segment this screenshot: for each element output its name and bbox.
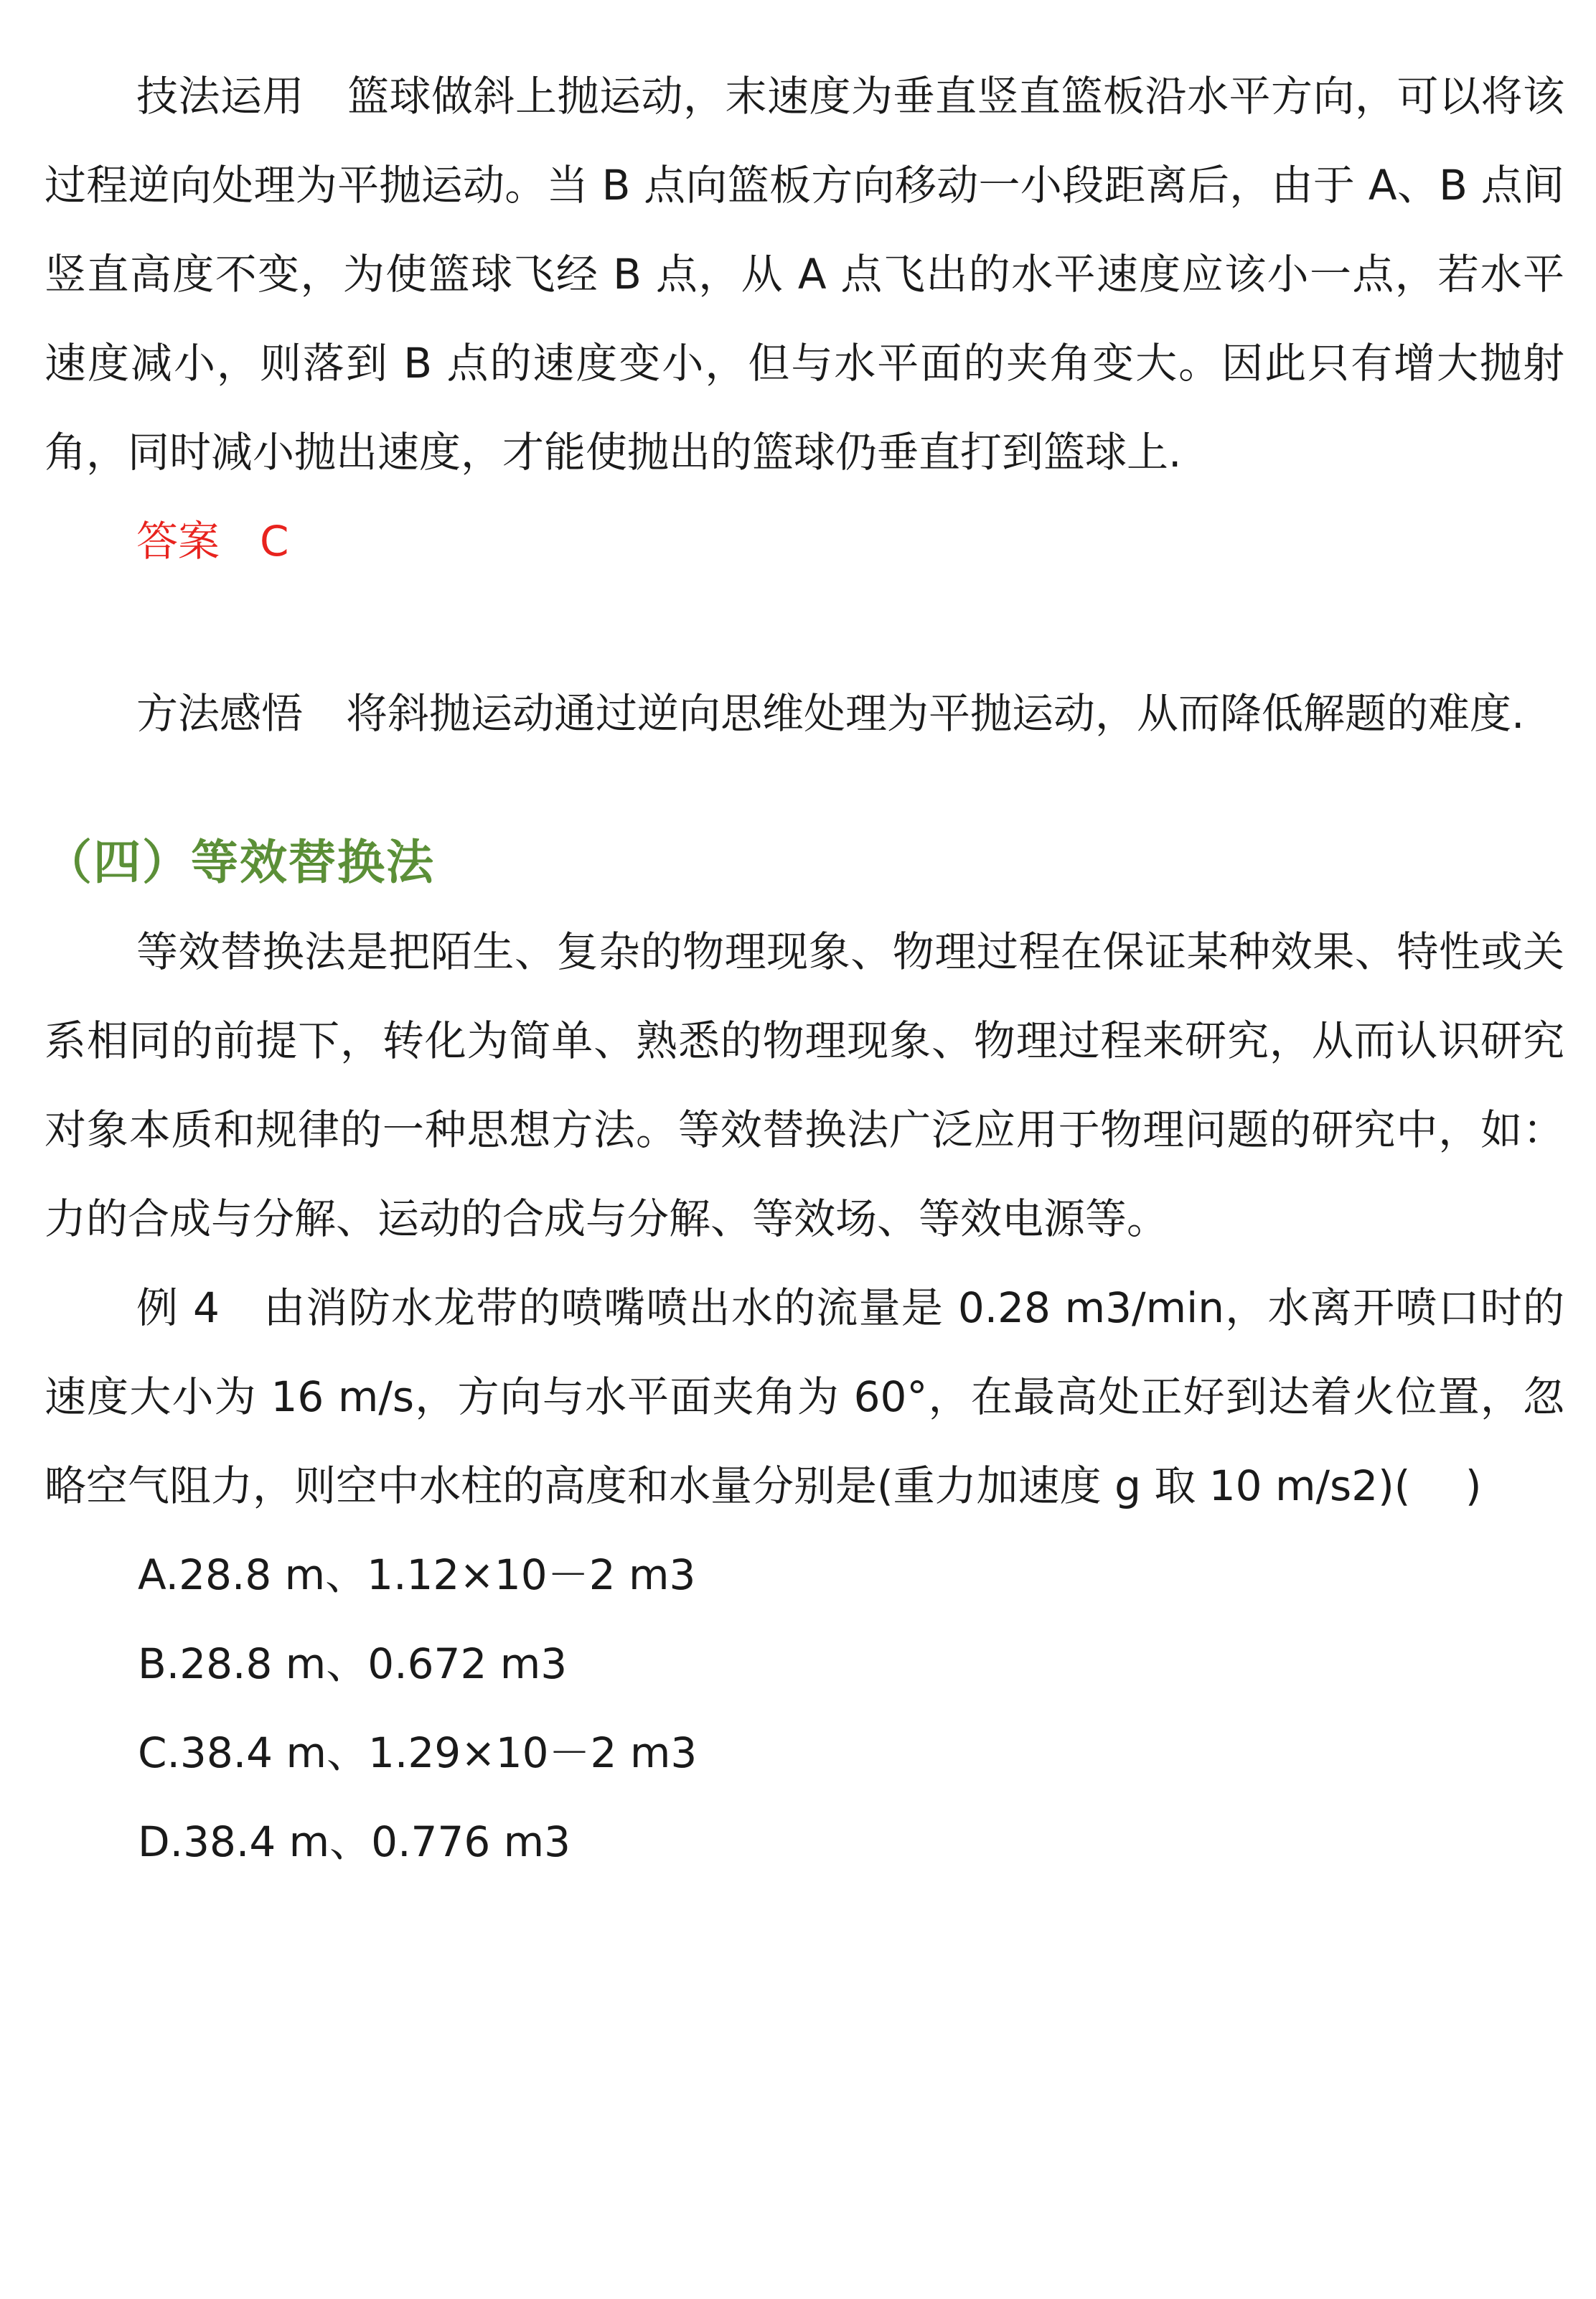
answer-line: [136, 497, 1564, 586]
technique-text: 篮球做斜上抛运动，末速度为垂直竖直篮板沿水平方向，可以将该过程逆向处理为平抛运动。当 B 点向篮板方向移动一小段距离后，由于 A、B 点间竖直高度不变，为使篮球飞经 B 点，从 A 点飞出的水平速度应该小一点，若水平速度减小，则落到 B 点的速度变小，但与水平面的夹角变大。因此只有增大抛射角，同时减小抛出速度，才能使抛出的篮球仍垂直打到篮球上.: [44, 72, 1564, 477]
section-intro-paragraph: 等效替换法是把陌生、复杂的物理现象、物理过程在保证某种效果、特性或关系相同的前提下，转化为简单、熟悉的物理现象、物理过程来研究，从而认识研究对象本质和规律的一种思想方法。等效替换法广泛应用于物理问题的研究中，如：力的合成与分解、运动的合成与分解、等效场、等效电源等。: [44, 927, 1564, 1243]
spacer: [44, 586, 1564, 669]
example-text: 由消防水龙带的喷嘴喷出水的流量是 0.28 m3/min，水离开喷口时的速度大小为 16 m/s，方向与水平面夹角为 60°，在最高处正好到达着火位置，忽略空气阻力，则空中水柱的高度和水量分别是(重力加速度 g 取 10 m/s2)( ): [44, 1283, 1564, 1510]
option-a: A.28.8 m、1.12×10－2 m3: [138, 1550, 696, 1599]
option-c: C.38.4 m、1.29×10－2 m3: [138, 1728, 698, 1777]
option-d: D.38.4 m、0.776 m3: [138, 1817, 571, 1866]
section-heading: （四）等效替换法: [44, 835, 435, 890]
example-lead: 例 4: [136, 1283, 220, 1332]
spacer: [44, 758, 1564, 818]
technique-paragraph: [44, 52, 1564, 497]
answer-value: C: [260, 517, 289, 566]
technique-lead: 技法运用: [136, 72, 304, 121]
option-b: B.28.8 m、0.672 m3: [138, 1639, 568, 1688]
insight-lead: 方法感悟: [136, 689, 304, 738]
document-page: [44, 52, 1564, 1886]
answer-label: 答案: [136, 517, 220, 566]
insight-paragraph: [44, 669, 1564, 758]
insight-text: 将斜抛运动通过逆向思维处理为平抛运动，从而降低解题的难度.: [346, 689, 1525, 738]
example-paragraph: [44, 1263, 1564, 1530]
